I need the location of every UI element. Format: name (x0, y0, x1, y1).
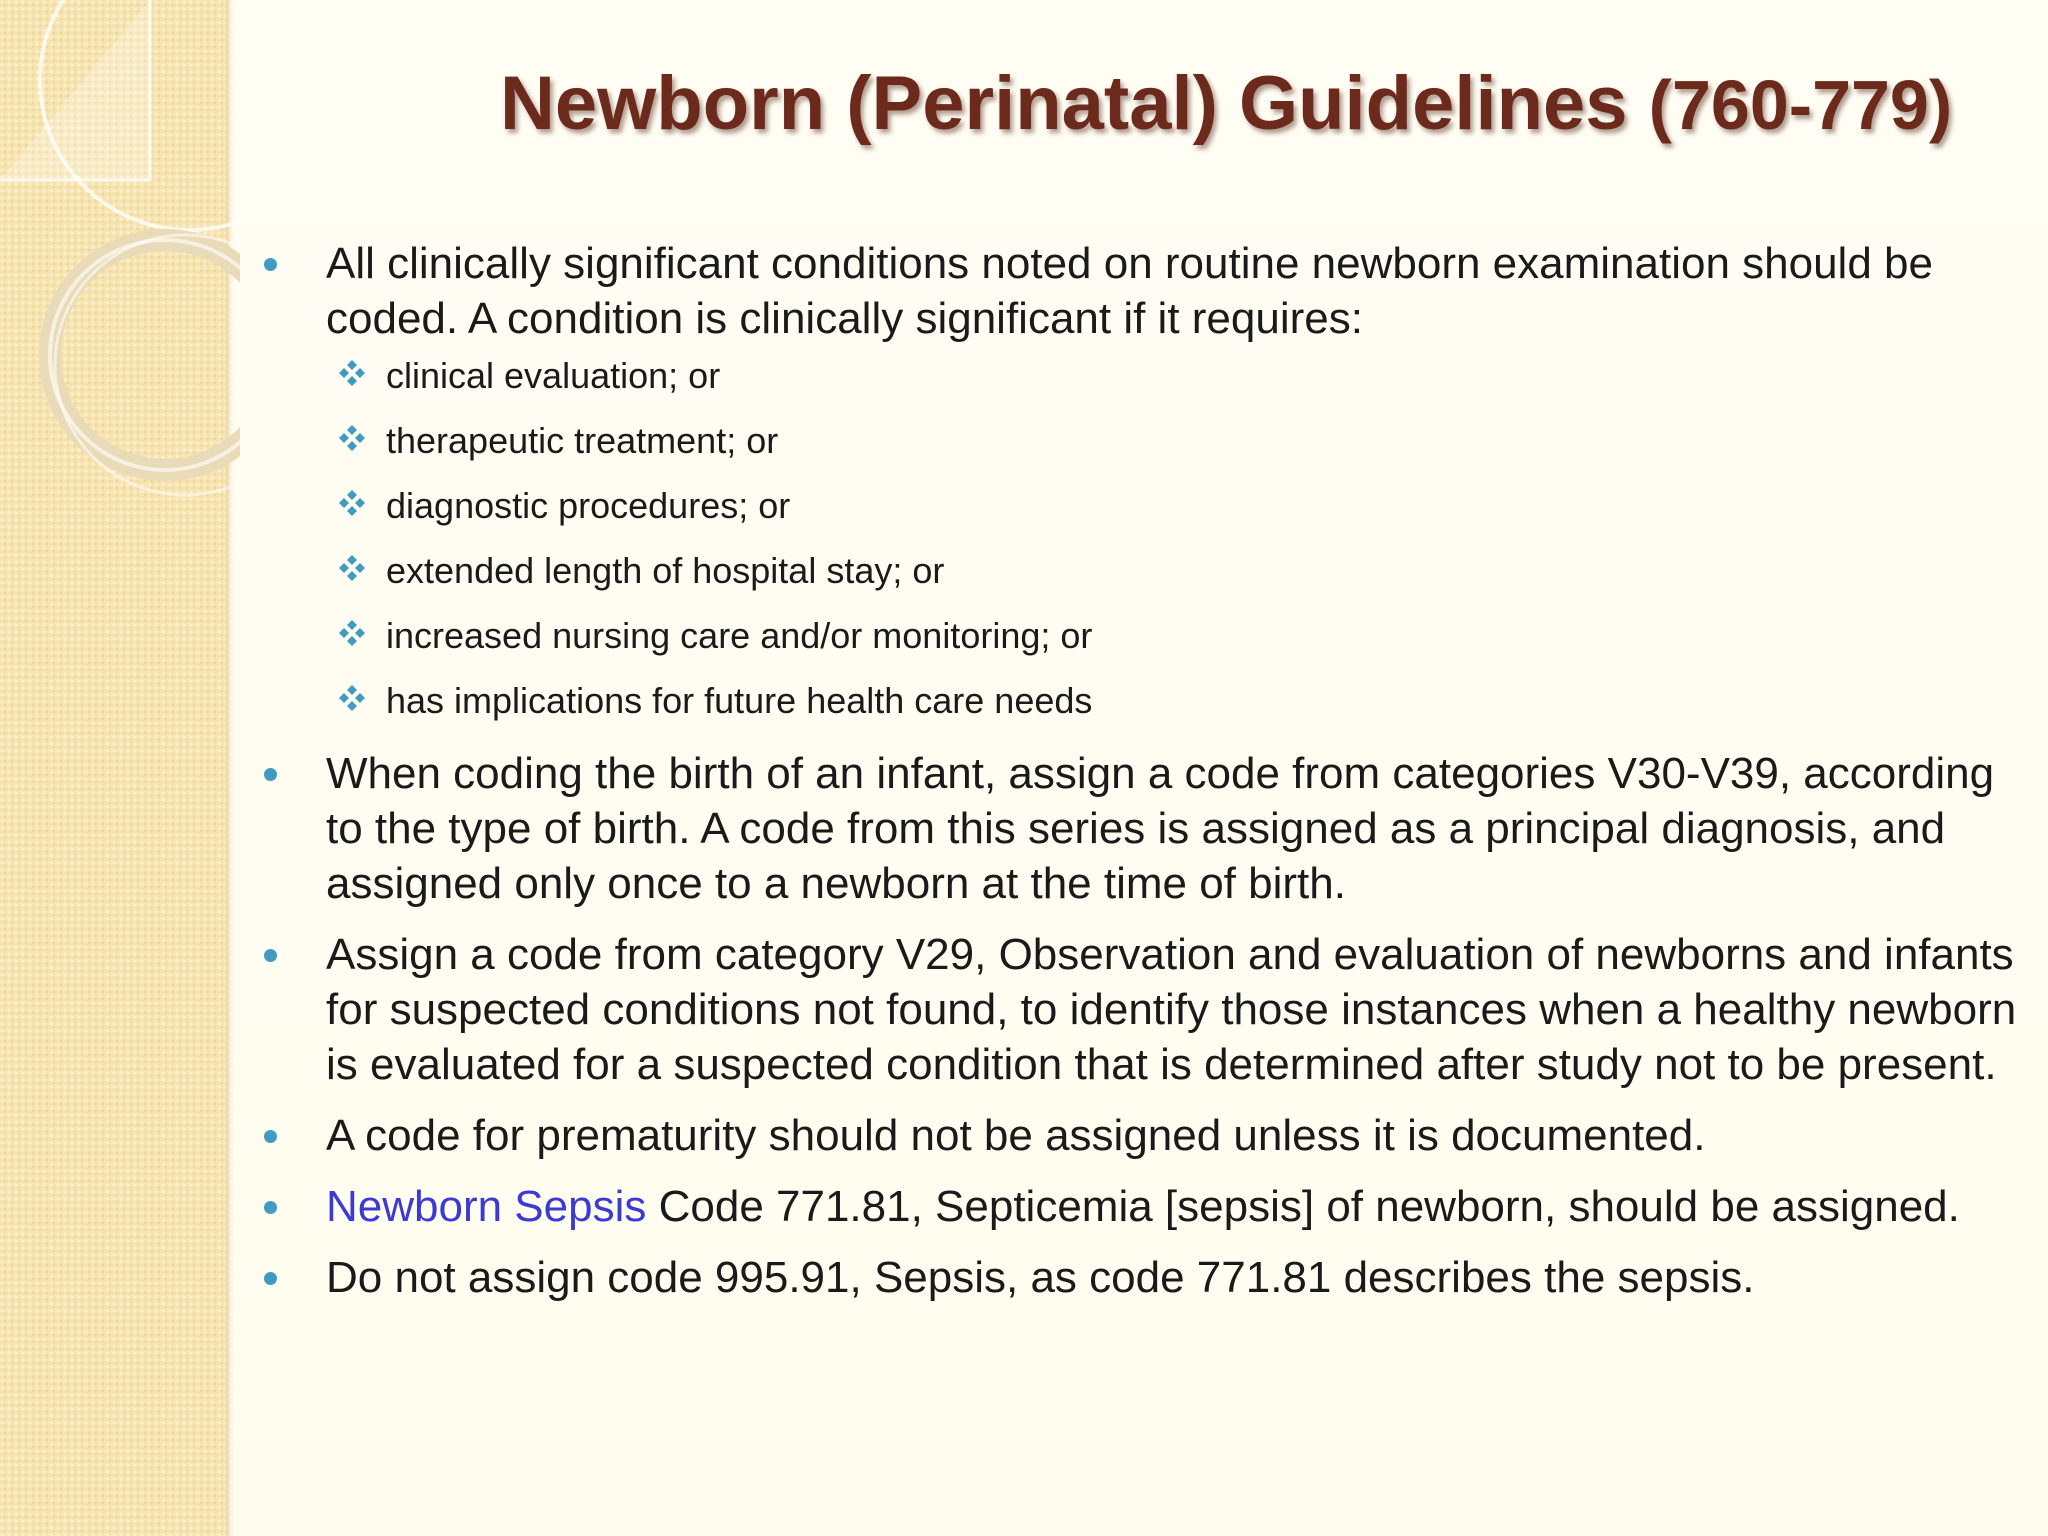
bullet-text: All clinically significant conditions noted on routine newborn examination should be coded. A condition is clinically significant if it requires: (326, 239, 1933, 343)
sub-bullet-text: clinical evaluation; or (386, 355, 721, 396)
bullet-text: When coding the birth of an infant, assign a code from categories V30-V39, according to the type of birth. A code from this series is assigned as a principal diagnosis, and assigned only once to a newborn at the time of birth. (326, 749, 1995, 908)
decorative-rings (0, 0, 240, 520)
sub-bullet-item (262, 551, 2022, 591)
bullet-text: Do not assign code 995.91, Sepsis, as code 771.81 describes the sepsis. (326, 1253, 1755, 1302)
bullet-item (262, 927, 2022, 1092)
bullet-dot-icon (264, 258, 277, 271)
sub-bullet-text: increased nursing care and/or monitoring; or (386, 615, 1093, 656)
bullet-text: A code for prematurity should not be assigned unless it is documented. (326, 1111, 1706, 1160)
bullet-list (262, 236, 2022, 1305)
bullet-dot-icon (264, 949, 277, 962)
bullet-item (262, 1179, 2022, 1234)
bullet-text: Assign a code from category V29, Observation and evaluation of newborns and infants for suspected conditions not found, to identify those instances when a healthy newborn is evaluated for a suspected condition that is determined after study not to be present. (326, 930, 2017, 1089)
sub-bullet-item (262, 421, 2022, 461)
bullet-item (262, 746, 2022, 911)
diamond-bullet-icon (336, 357, 368, 389)
bullet-dot-icon (264, 768, 277, 781)
bullet-dot-icon (264, 1272, 277, 1285)
sub-bullet-item (262, 616, 2022, 656)
slide-content (262, 236, 2022, 1321)
sub-bullet-list (326, 356, 2022, 721)
newborn-sepsis-link[interactable]: Newborn Sepsis (326, 1182, 647, 1231)
sub-bullet-text: extended length of hospital stay; or (386, 550, 945, 591)
title-text: Newborn (Perinatal) Guidelines (500, 61, 1628, 146)
diamond-bullet-icon (336, 617, 368, 649)
bullet-item (262, 1250, 2022, 1305)
bullet-dot-icon (264, 1130, 277, 1143)
sub-bullet-item (262, 486, 2022, 526)
title-code-range: (760-779) (1648, 66, 1953, 144)
sub-bullet-text: therapeutic treatment; or (386, 420, 779, 461)
diamond-bullet-icon (336, 487, 368, 519)
diamond-bullet-icon (336, 682, 368, 714)
sub-bullet-text: has implications for future health care needs (386, 680, 1093, 721)
slide-title (500, 61, 1953, 146)
sub-bullet-item (262, 681, 2022, 721)
diamond-bullet-icon (336, 422, 368, 454)
bullet-dot-icon (264, 1201, 277, 1214)
sub-bullet-text: diagnostic procedures; or (386, 485, 791, 526)
diamond-bullet-icon (336, 552, 368, 584)
sub-bullet-item (262, 356, 2022, 396)
bullet-item (262, 1108, 2022, 1163)
bullet-item (262, 236, 2022, 721)
bullet-text: Code 771.81, Septicemia [sepsis] of newborn, should be assigned. (646, 1182, 1960, 1231)
